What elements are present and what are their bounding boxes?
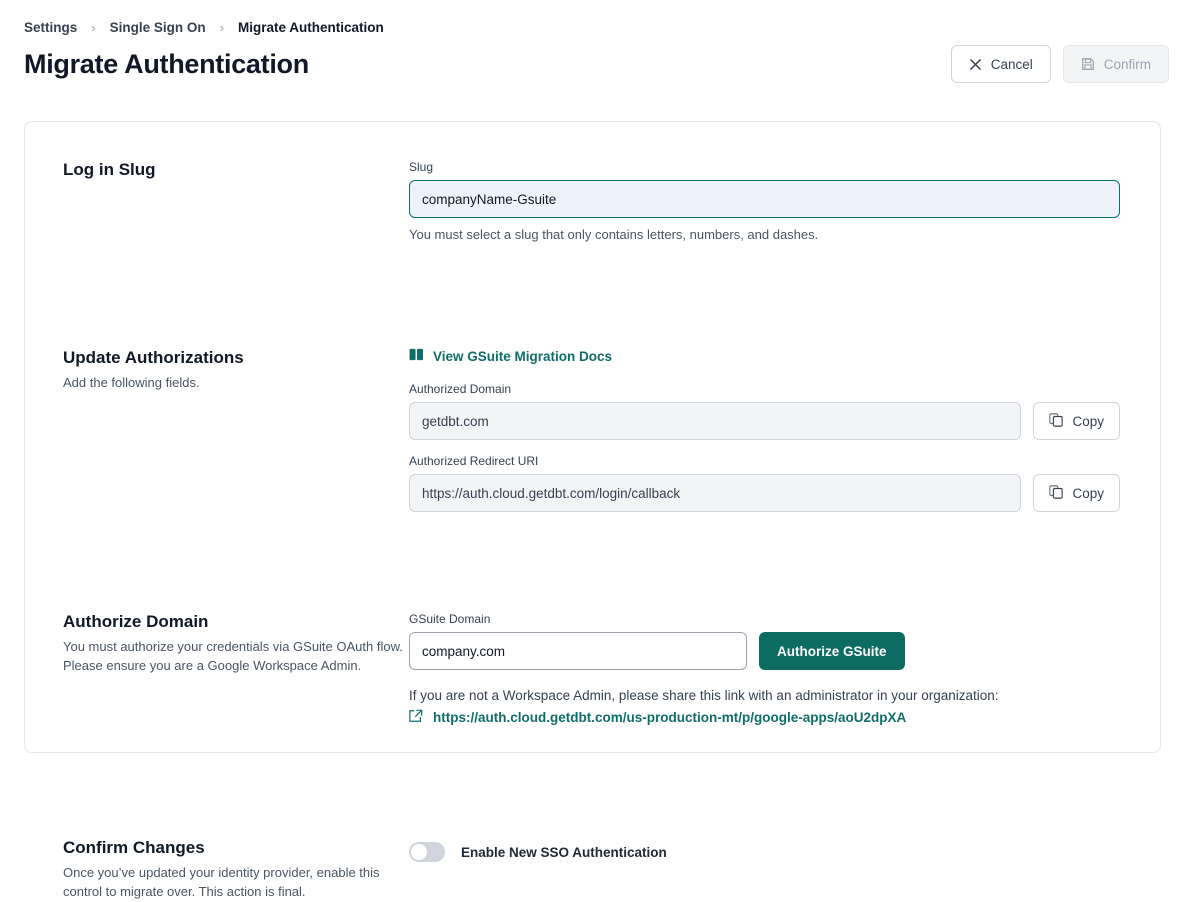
copy-authorized-redirect-uri-button[interactable]: [1033, 474, 1120, 512]
copy-authorized-domain-label: Copy: [1072, 413, 1104, 429]
page-header: [0, 35, 1193, 83]
view-gsuite-migration-docs-link[interactable]: [409, 348, 612, 364]
section-confirm-changes-right: [409, 810, 1160, 902]
section-confirm-changes: [25, 810, 1160, 902]
section-authorize-domain-left: [25, 584, 409, 728]
settings-card: [24, 121, 1161, 899]
section-confirm-changes-description-line2: control to migrate over. This action is final.: [63, 883, 306, 899]
breadcrumb-item-settings[interactable]: Settings: [24, 20, 78, 35]
section-confirm-changes-title: Confirm Changes: [63, 838, 205, 857]
slug-field-label: Slug: [409, 160, 434, 174]
copy-icon: [1049, 485, 1063, 502]
authorized-domain-input[interactable]: [409, 402, 1021, 440]
enable-sso-toggle[interactable]: [409, 842, 445, 862]
cancel-button-label: Cancel: [990, 56, 1033, 72]
page-title: Migrate Authentication: [24, 48, 309, 79]
section-update-authorizations-title: Update Authorizations: [63, 348, 244, 367]
close-icon: [969, 58, 982, 71]
breadcrumb-separator: ›: [219, 20, 224, 35]
authorized-redirect-uri-row: [409, 474, 1120, 512]
book-icon: [409, 348, 424, 364]
breadcrumb: [0, 0, 1193, 35]
slug-hint: You must select a slug that only contains letters, numbers, and dashes.: [409, 227, 819, 242]
gsuite-domain-row: [409, 632, 1120, 670]
breadcrumb-item-single-sign-on[interactable]: Single Sign On: [109, 20, 206, 35]
section-authorize-domain-right: [409, 584, 1160, 728]
section-update-authorizations-right: [409, 320, 1160, 512]
breadcrumb-item-migrate-authentication: Migrate Authentication: [237, 20, 384, 35]
copy-icon: [1049, 413, 1063, 430]
authorized-domain-row: [409, 402, 1120, 440]
header-actions: [951, 45, 1169, 83]
section-confirm-changes-description-line1: Once you’ve updated your identity provider, enable this: [63, 865, 380, 880]
section-login-slug-title: Log in Slug: [63, 160, 156, 179]
admin-share-link[interactable]: [409, 709, 906, 726]
section-authorize-domain-description-line2: Please ensure you are a Google Workspace Admin.: [63, 657, 362, 673]
confirm-button[interactable]: [1063, 45, 1169, 83]
authorized-redirect-uri-input[interactable]: [409, 474, 1021, 512]
section-login-slug: [25, 132, 1160, 242]
section-update-authorizations-left: [25, 320, 409, 512]
toggle-knob: [411, 844, 427, 860]
cancel-button[interactable]: [951, 45, 1051, 83]
section-login-slug-left: [25, 132, 409, 242]
admin-share-link-label: https://auth.cloud.getdbt.com/us-production-mt/p/google-apps/aoU2dpXA: [433, 710, 907, 725]
confirm-button-label: Confirm: [1103, 56, 1151, 72]
authorize-gsuite-button[interactable]: Authorize GSuite: [759, 632, 905, 670]
gsuite-domain-input[interactable]: [409, 632, 747, 670]
view-gsuite-migration-docs-label: View GSuite Migration Docs: [433, 348, 613, 364]
section-update-authorizations-description: Add the following fields.: [63, 375, 200, 390]
save-icon: [1081, 57, 1095, 71]
gsuite-domain-label: GSuite Domain: [409, 612, 491, 626]
section-authorize-domain-description-line1: You must authorize your credentials via GSuite OAuth flow.: [63, 639, 403, 654]
copy-authorized-domain-button[interactable]: [1033, 402, 1120, 440]
external-link-icon: [409, 709, 423, 726]
section-authorize-domain-title: Authorize Domain: [63, 612, 209, 631]
authorized-domain-label: Authorized Domain: [409, 382, 512, 396]
authorized-redirect-uri-label: Authorized Redirect URI: [409, 454, 539, 468]
slug-input[interactable]: [409, 180, 1120, 218]
share-link-note: If you are not a Workspace Admin, please share this link with an administrator in your organization:: [409, 688, 999, 703]
enable-sso-toggle-label: Enable New SSO Authentication: [461, 844, 667, 860]
copy-authorized-redirect-uri-label: Copy: [1072, 485, 1104, 501]
section-login-slug-right: [409, 132, 1160, 242]
section-authorize-domain: [25, 584, 1160, 728]
enable-sso-row: [409, 838, 1120, 862]
section-update-authorizations: [25, 320, 1160, 512]
breadcrumb-separator: ›: [91, 20, 96, 35]
section-confirm-changes-left: [25, 810, 409, 902]
